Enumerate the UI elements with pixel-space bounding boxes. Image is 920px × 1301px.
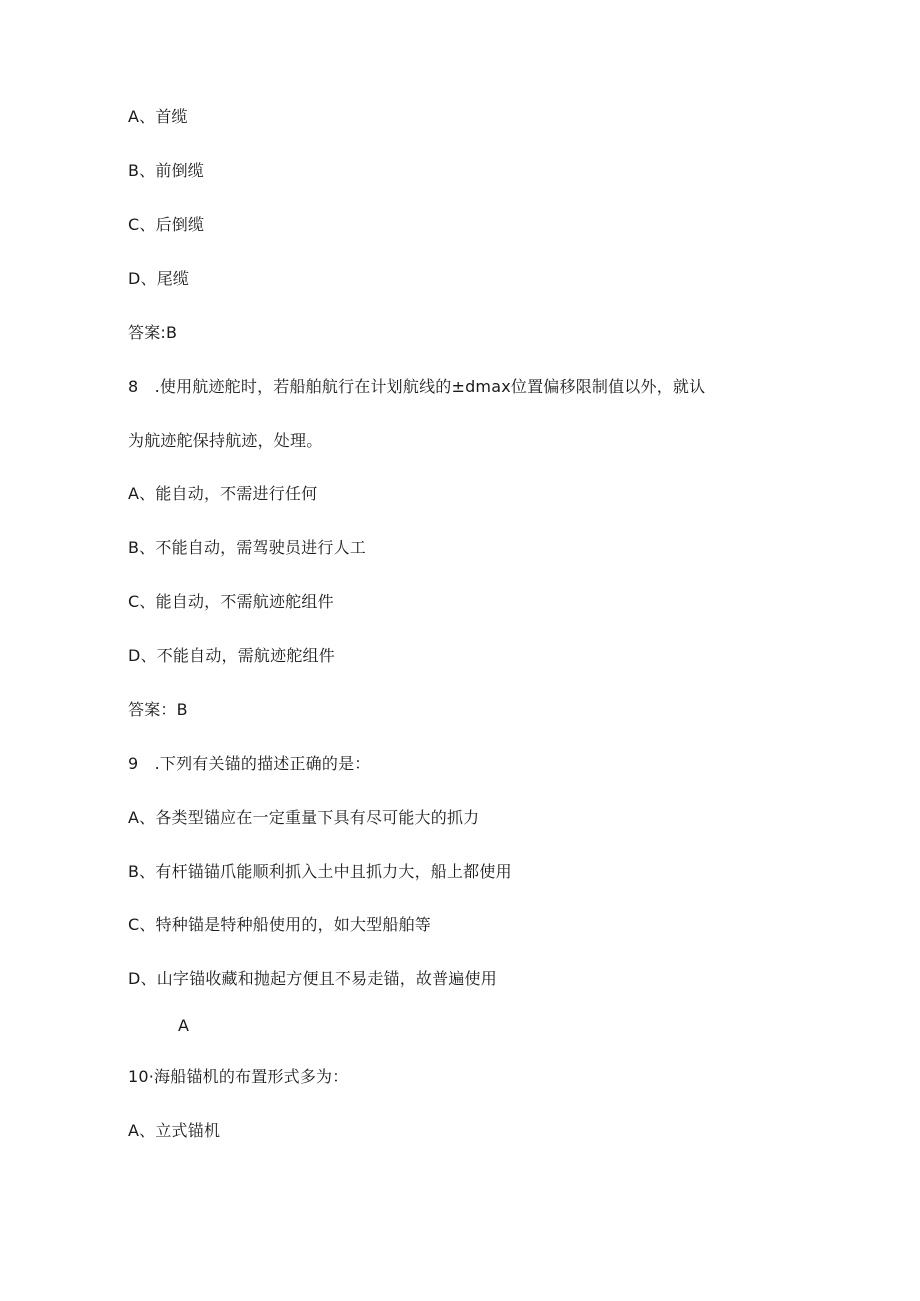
q9-option-b: B、有杆锚锚爪能顺利抓入土中且抓力大，船上都使用 [128, 862, 512, 881]
q8-option-b: B、不能自动，需驾驶员进行人工 [128, 538, 366, 557]
q7-option-b: B、前倒缆 [128, 161, 204, 180]
q8-option-c: C、能自动，不需航迹舵组件 [128, 592, 334, 611]
q9-answer: A [178, 1016, 190, 1035]
q7-option-c: C、后倒缆 [128, 215, 205, 234]
q7-option-a: A、首缆 [128, 107, 188, 126]
q9-option-a: A、各类型锚应在一定重量下具有尽可能大的抓力 [128, 808, 480, 827]
q8-stem-line1: 8 .使用航迹舵时，若船舶航行在计划航线的±dmax位置偏移限制值以外，就认 [128, 377, 706, 396]
q8-stem-line2: 为航迹舵保持航迹，处理。 [128, 431, 323, 450]
q7-answer: 答案:B [128, 323, 178, 342]
q9-option-c: C、特种锚是特种船使用的，如大型船舶等 [128, 915, 431, 934]
q8-option-d: D、不能自动，需航迹舵组件 [128, 646, 335, 665]
q9-option-d: D、山字锚收藏和抛起方便且不易走锚，故普遍使用 [128, 969, 497, 988]
q10-option-a: A、立式锚机 [128, 1121, 221, 1140]
q9-stem: 9 .下列有关锚的描述正确的是： [128, 754, 371, 773]
q10-stem: 10·海船锚机的布置形式多为： [128, 1067, 349, 1086]
q7-option-d: D、尾缆 [128, 269, 190, 288]
q8-answer: 答案：B [128, 700, 188, 719]
q8-option-a: A、能自动，不需进行任何 [128, 484, 318, 503]
